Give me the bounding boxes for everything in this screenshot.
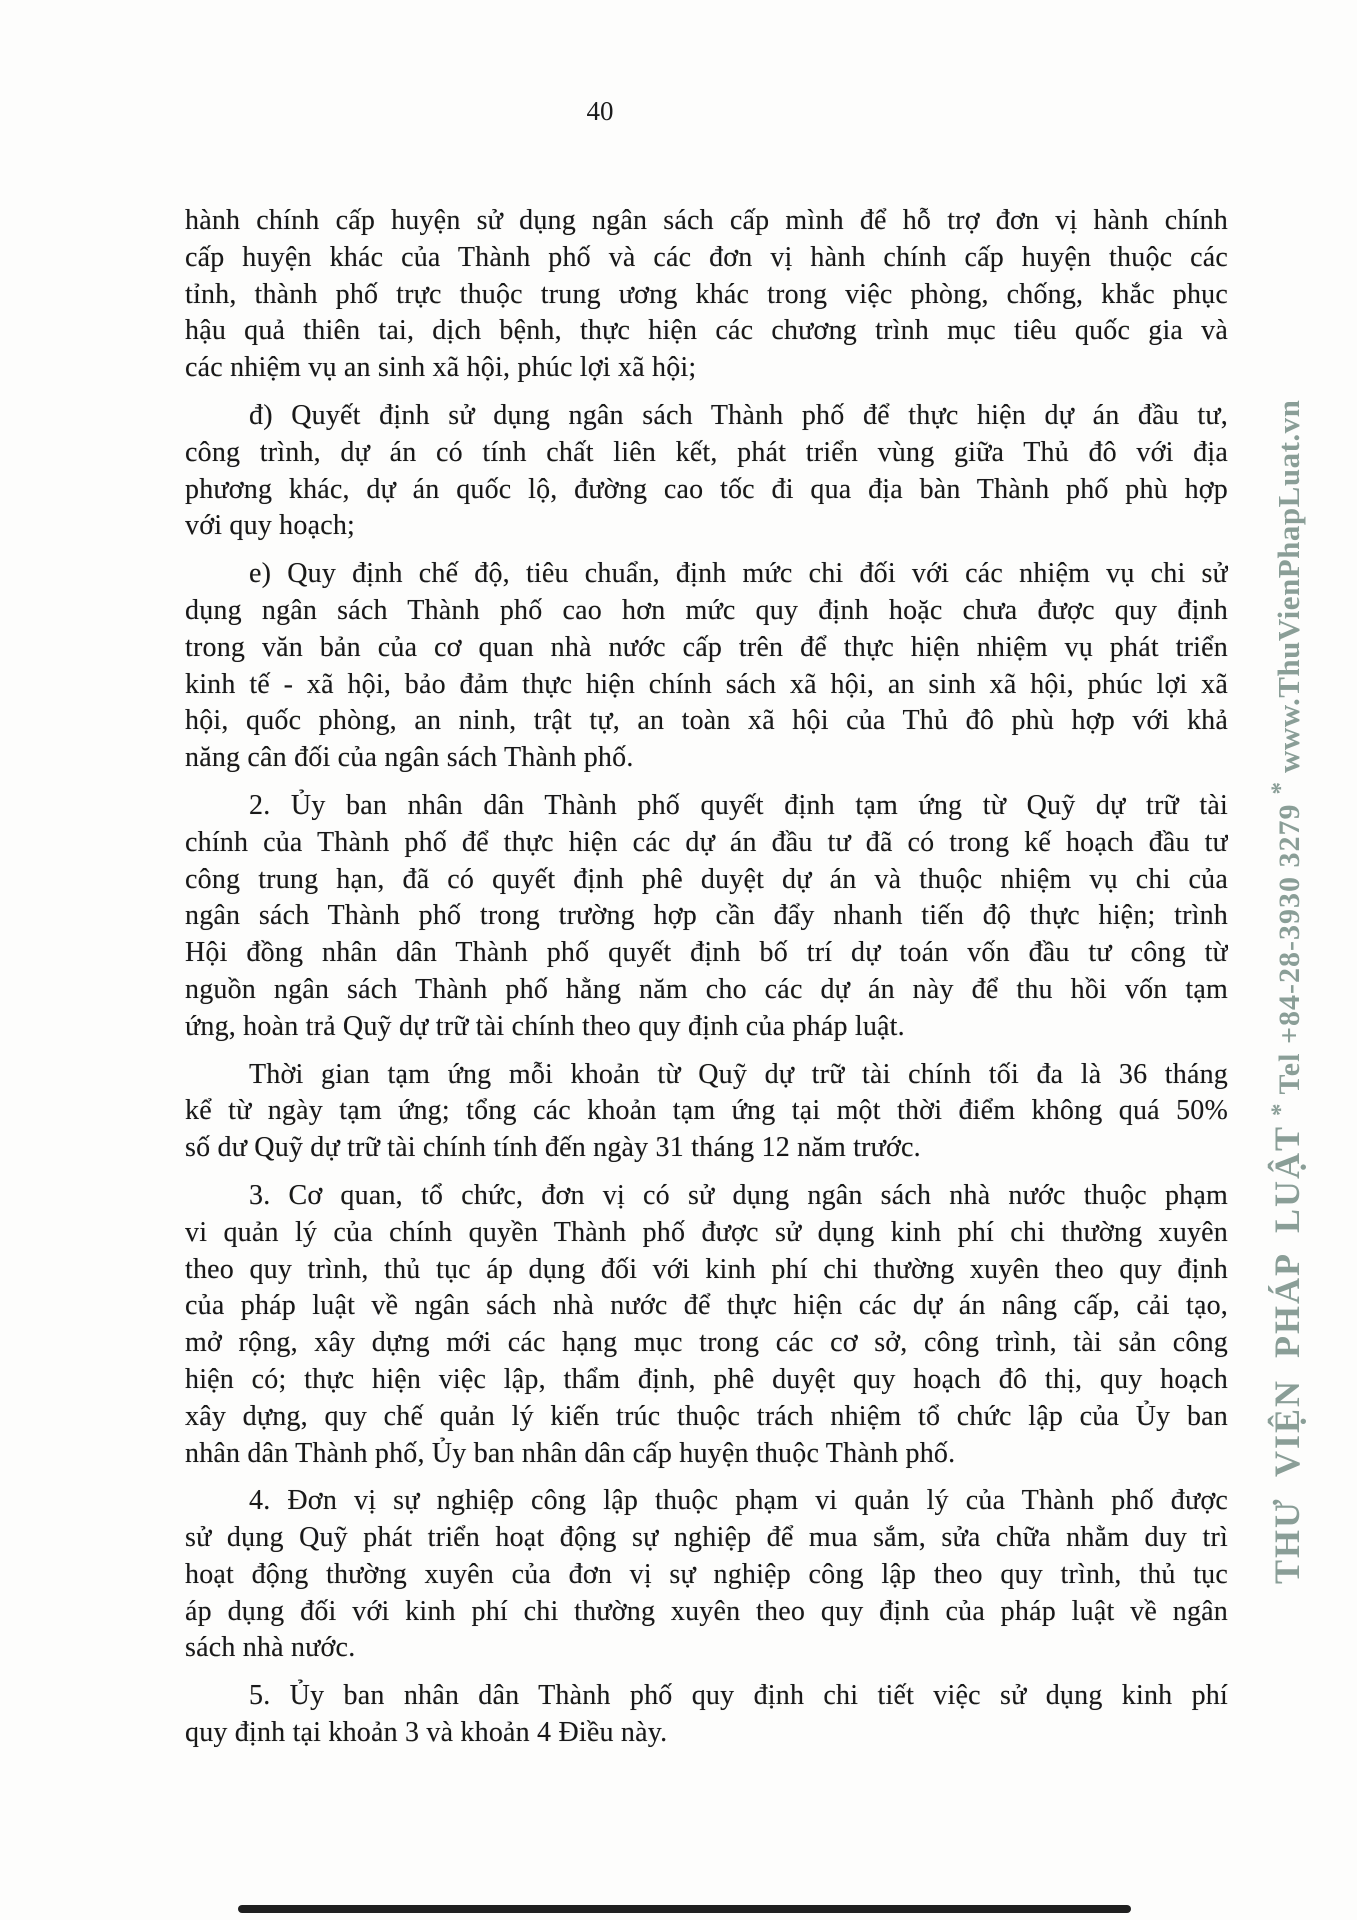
text-line: chính của Thành phố để thực hiện các dự án đầu tư đã có trong kế hoạch đầu tư (185, 826, 1228, 858)
text-line: Hội đồng nhân dân Thành phố quyết định bố trí dự toán vốn đầu tư công từ (185, 937, 1228, 969)
text-line: quy định tại khoản 3 và khoản 4 Điều này. (185, 1717, 668, 1749)
text-line: của pháp luật về ngân sách nhà nước để thực hiện các dự án nâng cấp, cải tạo, (185, 1290, 1228, 1322)
text-line: kể từ ngày tạm ứng; tổng các khoản tạm ứng tại một thời điểm không quá 50% (185, 1095, 1228, 1127)
watermark-telephone: Tel +84-28-3930 3279 (1273, 803, 1306, 1095)
text-line: công trình, dự án có tính chất liên kết, phát triển vùng giữa Thủ đô với địa (185, 436, 1228, 468)
paragraph (185, 788, 1228, 1046)
text-line: vi quản lý của chính quyền Thành phố được sử dụng kinh phí chi thường xuyên (185, 1216, 1228, 1248)
text-line: 5. Ủy ban nhân dân Thành phố quy định chi tiết việc sử dụng kinh phí (249, 1680, 1228, 1712)
text-line: số dư Quỹ dự trữ tài chính tính đến ngày 31 tháng 12 năm trước. (185, 1132, 921, 1164)
paragraph (185, 1483, 1228, 1667)
text-line: 4. Đơn vị sự nghiệp công lập thuộc phạm vi quản lý của Thành phố được (249, 1485, 1228, 1517)
text-line: Thời gian tạm ứng mỗi khoản từ Quỹ dự trữ tài chính tối đa là 36 tháng (249, 1058, 1228, 1090)
text-line: mở rộng, xây dựng mới các hạng mục trong các cơ sở, công trình, tài sản công (185, 1327, 1228, 1359)
text-line: đ) Quyết định sử dụng ngân sách Thành phố để thực hiện dự án đầu tư, (249, 399, 1228, 431)
watermark-library-name: THƯ VIỆN PHÁP LUẬT (1267, 1124, 1307, 1584)
text-line: áp dụng đối với kinh phí chi thường xuyên theo quy định của pháp luật về ngân (185, 1595, 1228, 1627)
text-line: công trung hạn, đã có quyết định phê duyệt dự án và thuộc nhiệm vụ chi của (185, 863, 1228, 895)
paragraph (185, 398, 1228, 545)
text-line: theo quy trình, thủ tục áp dụng đối với kinh phí chi thường xuyên theo quy định (185, 1253, 1228, 1285)
scan-artifact-bottom-bar (238, 1905, 1131, 1913)
text-line: năng cân đối của ngân sách Thành phố. (185, 742, 634, 774)
text-line: 3. Cơ quan, tổ chức, đơn vị có sử dụng ngân sách nhà nước thuộc phạm (249, 1179, 1228, 1211)
text-line: hoạt động thường xuyên của đơn vị sự nghiệp công lập theo quy trình, thủ tục (185, 1558, 1228, 1590)
watermark-asterisk-icon: * (1267, 781, 1294, 795)
text-line: sách nhà nước. (185, 1632, 356, 1664)
text-line: các nhiệm vụ an sinh xã hội, phúc lợi xã hội; (185, 352, 697, 384)
text-line: hậu quả thiên tai, dịch bệnh, thực hiện các chương trình mục tiêu quốc gia và (185, 315, 1228, 347)
text-line: trong văn bản của cơ quan nhà nước cấp trên để thực hiện nhiệm vụ phát triển (185, 631, 1228, 663)
text-line: phương khác, dự án quốc lộ, đường cao tốc đi qua địa bàn Thành phố phù hợp (185, 473, 1228, 505)
text-line: sử dụng Quỹ phát triển hoạt động sự nghiệp để mua sắm, sửa chữa nhằm duy trì (185, 1522, 1228, 1554)
text-line: cấp huyện khác của Thành phố và các đơn vị hành chính cấp huyện thuộc các (185, 241, 1228, 273)
text-line: e) Quy định chế độ, tiêu chuẩn, định mức chi đối với các nhiệm vụ chi sử (249, 558, 1228, 590)
text-line: ứng, hoàn trả Quỹ dự trữ tài chính theo quy định của pháp luật. (185, 1010, 905, 1042)
watermark (1266, 400, 1308, 1584)
document-body (185, 203, 1228, 1763)
watermark-website: www.ThuVienPhapLuat.vn (1271, 399, 1306, 773)
text-line: 2. Ủy ban nhân dân Thành phố quyết định tạm ứng từ Quỹ dự trữ tài (249, 789, 1228, 821)
text-line: hành chính cấp huyện sử dụng ngân sách cấp mình để hỗ trợ đơn vị hành chính (185, 205, 1228, 236)
text-line: ngân sách Thành phố trong trường hợp cần đẩy nhanh tiến độ thực hiện; trình (185, 900, 1228, 932)
page-number: 40 (586, 96, 614, 126)
text-line: tỉnh, thành phố trực thuộc trung ương khác trong việc phòng, chống, khắc phục (185, 278, 1228, 310)
text-line: xây dựng, quy chế quản lý kiến trúc thuộc trách nhiệm tổ chức lập của Ủy ban (185, 1400, 1228, 1432)
text-line: hiện có; thực hiện việc lập, thẩm định, phê duyệt quy hoạch đô thị, quy hoạch (185, 1363, 1228, 1395)
text-line: nhân dân Thành phố, Ủy ban nhân dân cấp huyện thuộc Thành phố. (185, 1437, 956, 1469)
text-line: nguồn ngân sách Thành phố hằng năm cho các dự án này để thu hồi vốn tạm (185, 973, 1228, 1005)
paragraph (185, 1178, 1228, 1472)
text-line: với quy hoạch; (185, 510, 356, 542)
text-line: hội, quốc phòng, an ninh, trật tự, an toàn xã hội của Thủ đô phù hợp với khả (185, 705, 1228, 737)
paragraph (185, 203, 1228, 387)
paragraph (185, 556, 1228, 777)
watermark-asterisk-icon: * (1267, 1103, 1294, 1116)
text-line: dụng ngân sách Thành phố cao hơn mức quy định hoặc chưa được quy định (185, 594, 1228, 626)
paragraph (185, 1678, 1228, 1752)
text-line: kinh tế - xã hội, bảo đảm thực hiện chính sách xã hội, an sinh xã hội, phúc lợi xã (185, 668, 1228, 700)
paragraph (185, 1057, 1228, 1167)
